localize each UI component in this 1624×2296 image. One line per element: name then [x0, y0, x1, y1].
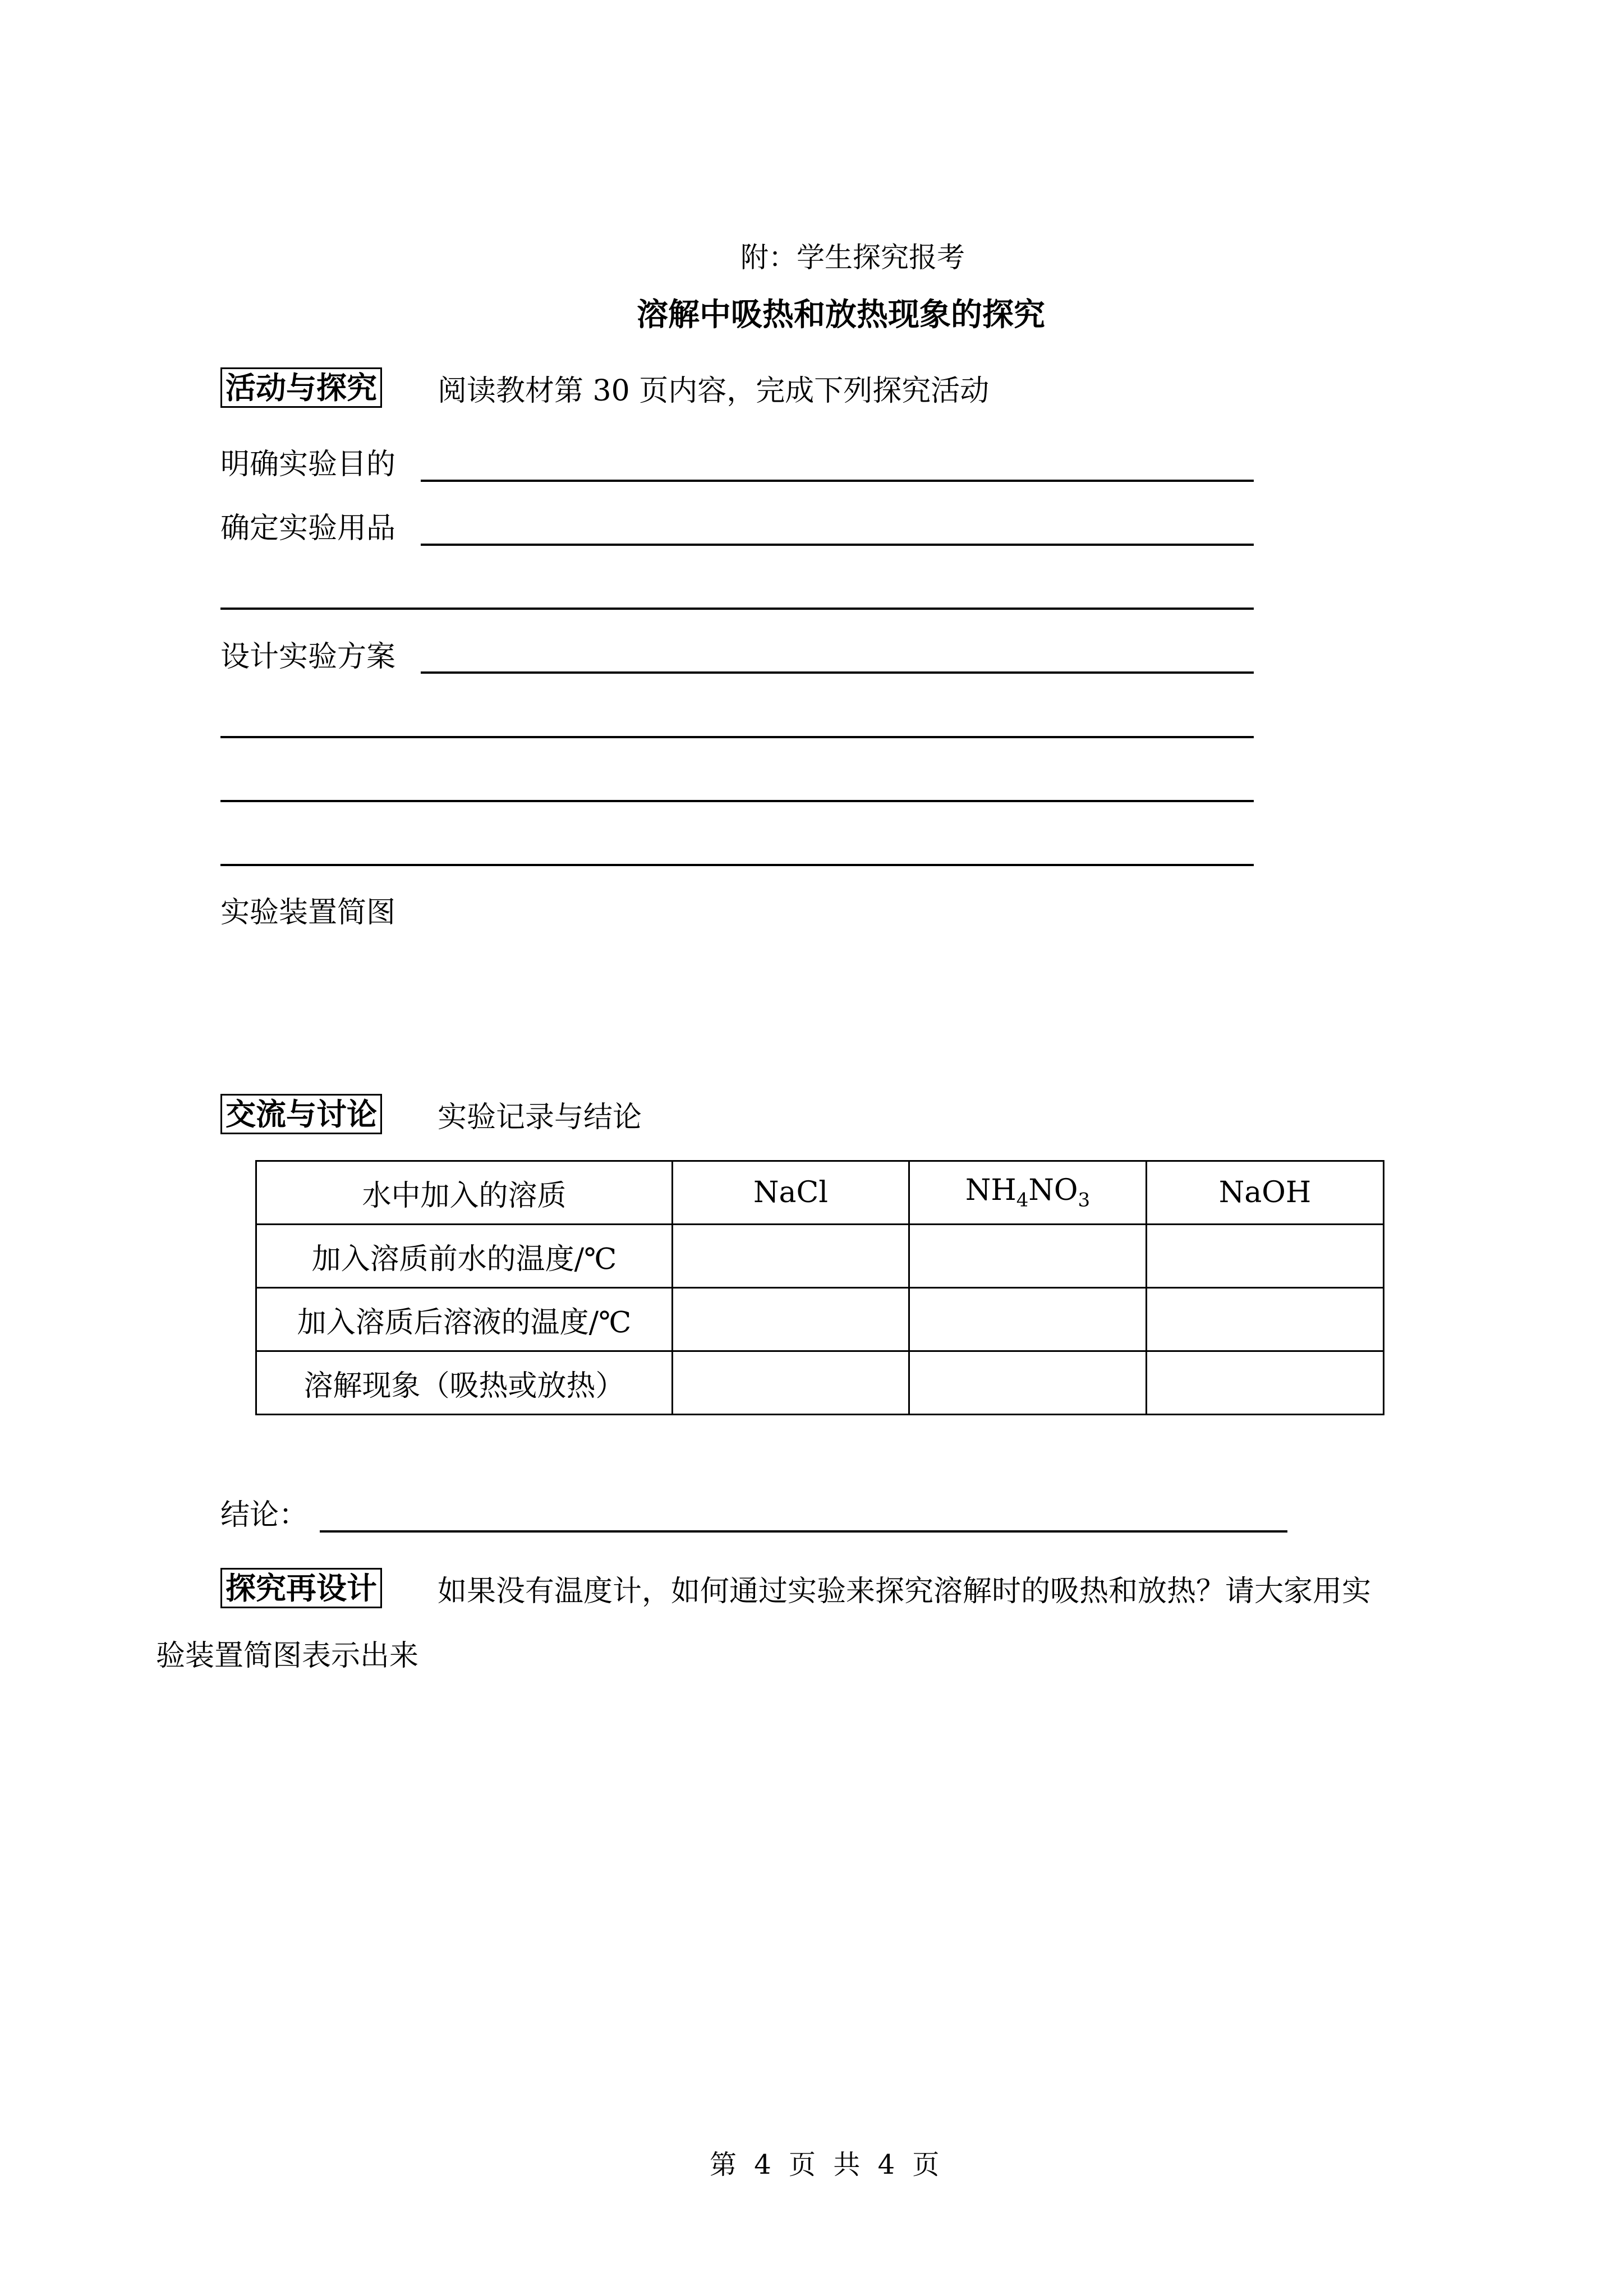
design-answer-line-2[interactable] — [220, 736, 1254, 738]
purpose-label: 明确实验目的 — [220, 448, 396, 481]
header-cell-naoh: NaOH — [1147, 1161, 1384, 1225]
activity-tag: 活动与探究 — [220, 367, 382, 408]
cell-nh4no3-temp-after[interactable] — [909, 1288, 1147, 1351]
diagram-label: 实验装置简图 — [220, 896, 396, 930]
header-cell-nh4no3 — [909, 1161, 1147, 1225]
page-footer: 第 4 页 共 4 页 — [710, 2149, 944, 2180]
redesign-tag: 探究再设计 — [220, 1568, 382, 1608]
cell-naoh-phenomenon[interactable] — [1147, 1351, 1384, 1415]
cell-naoh-temp-before[interactable] — [1147, 1225, 1384, 1288]
cell-nacl-temp-before[interactable] — [673, 1225, 909, 1288]
cell-nacl-temp-after[interactable] — [673, 1288, 909, 1351]
discussion-tag: 交流与讨论 — [220, 1094, 382, 1134]
nh4no3-subscript-2: 3 — [1078, 1189, 1091, 1212]
row-label-phenomenon: 溶解现象（吸热或放热） — [256, 1351, 673, 1415]
purpose-answer-line[interactable] — [421, 480, 1254, 482]
design-answer-line-3[interactable] — [220, 800, 1254, 802]
row-label-temp-after: 加入溶质后溶液的温度/℃ — [256, 1288, 673, 1351]
header-cell-nacl: NaCl — [673, 1161, 909, 1225]
page-title: 溶解中吸热和放热现象的探究 — [637, 296, 1045, 333]
conclusion-label: 结论： — [220, 1498, 309, 1532]
table-row — [256, 1288, 1384, 1351]
cell-naoh-temp-after[interactable] — [1147, 1288, 1384, 1351]
materials-answer-line[interactable] — [421, 544, 1254, 546]
nh4no3-subscript-1: 4 — [1016, 1189, 1029, 1212]
materials-answer-line-2[interactable] — [220, 608, 1254, 610]
nh4no3-part-a: NH — [965, 1174, 1016, 1208]
conclusion-answer-line[interactable] — [320, 1530, 1287, 1533]
table-row — [256, 1351, 1384, 1415]
record-table — [255, 1160, 1384, 1415]
table-row — [256, 1161, 1384, 1225]
table-row — [256, 1225, 1384, 1288]
row-label-temp-before: 加入溶质前水的温度/℃ — [256, 1225, 673, 1288]
design-answer-line[interactable] — [421, 671, 1254, 674]
design-label: 设计实验方案 — [220, 640, 396, 674]
discussion-intro: 实验记录与结论 — [438, 1101, 642, 1134]
cell-nh4no3-temp-before[interactable] — [909, 1225, 1147, 1288]
design-answer-line-4[interactable] — [220, 864, 1254, 866]
cell-nh4no3-phenomenon[interactable] — [909, 1351, 1147, 1415]
redesign-text-line2: 验装置简图表示出来 — [156, 1639, 419, 1673]
report-subtitle: 附：学生探究报考 — [740, 241, 965, 274]
header-cell-solute: 水中加入的溶质 — [256, 1161, 673, 1225]
materials-label: 确定实验用品 — [220, 512, 396, 545]
nh4no3-part-b: NO — [1028, 1174, 1078, 1208]
activity-intro: 阅读教材第 30 页内容，完成下列探究活动 — [438, 374, 990, 408]
redesign-text-line1: 如果没有温度计，如何通过实验来探究溶解时的吸热和放热？请大家用实 — [438, 1575, 1372, 1608]
cell-nacl-phenomenon[interactable] — [673, 1351, 909, 1415]
